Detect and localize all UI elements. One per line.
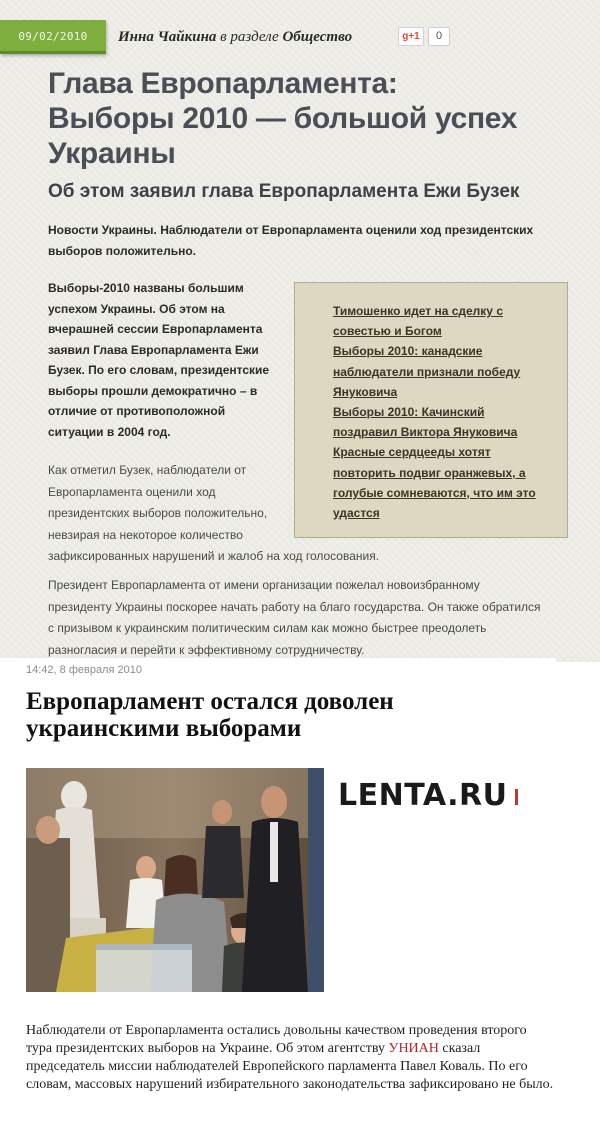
date-ribbon: 09/02/2010: [0, 20, 106, 54]
related-link[interactable]: Выборы 2010: канадские наблюдатели признали победу Януковича: [333, 344, 521, 399]
section-link[interactable]: Общество: [282, 29, 353, 45]
title-line: Глава Европарламента:: [48, 67, 398, 100]
byline: [118, 29, 352, 46]
gplus-button[interactable]: g+1: [398, 27, 424, 46]
unian-link[interactable]: УНИАН: [388, 1041, 439, 1056]
author-link[interactable]: Инна Чайкина: [118, 29, 217, 45]
byline-separator: в разделе: [220, 29, 279, 45]
article-lead: Новости Украины. Наблюдатели от Европарламента оценили ход президентских выборов положительно.: [48, 223, 534, 258]
related-links-box: [294, 282, 568, 538]
related-link[interactable]: Выборы 2010: Качинский поздравил Виктора Януковича: [333, 405, 518, 440]
lenta-title: Европарламент остался доволен украинскими выборами: [26, 688, 394, 742]
logo-mark-icon: [515, 789, 518, 805]
related-link[interactable]: Красные сердцееды хотят повторить подвиг оранжевых, а голубые сомневаются, что им это удастся: [333, 445, 536, 521]
article-paragraph: Выборы-2010 названы большим успехом Украины. Об этом на вчерашней сессии Европарламента заявил Глава Европарламента Ежи Бузек. По его словам, президентские выборы прошли демократично – в отличие от противоположной ситуации в 2004 год.: [48, 281, 270, 439]
article-title: [48, 66, 588, 171]
related-link[interactable]: Тимошенко идет на сделку с совестью и Богом: [333, 304, 503, 339]
title-line: Украины: [48, 137, 176, 170]
lenta-clipping: [0, 658, 556, 1142]
article-paragraph: Президент Европарламента от имени организации пожелал новоизбранному президенту Украины поскорее начать работу на благо государства. Он также обратился с призывом к украинским политическим силам как можно быстрее преодолеть разногласия и перейти к эффективному сотрудничеству.: [48, 578, 541, 657]
voting-scene-image: [26, 768, 324, 992]
news-photo: [26, 768, 324, 992]
article-subtitle: Об этом заявил глава Европарламента Ежи Бузек: [48, 181, 520, 202]
lenta-timestamp: 14:42, 8 февраля 2010: [26, 664, 142, 676]
article-paragraph: Как отметил Бузек, наблюдатели от Европарламента оценили ход президентских выборов положительно, невзирая на некоторое количество зафиксированных нарушений и жалоб на ход голосования.: [48, 463, 380, 563]
gplus-count: 0: [428, 27, 450, 46]
title-line: Выборы 2010 — большой успех: [48, 102, 518, 135]
lenta-logo: LENTA.RU: [338, 778, 518, 813]
lenta-body-text: Наблюдатели от Европарламента остались довольны качеством проведения второго тура президентских выборов на Украине. Об этом агентству УНИАН сказал председатель миссии наблюдателей Европейского парламента Павел Коваль. По его словам, массовых нарушений избирательного законодательства зафиксировано не было.: [26, 1023, 554, 1092]
